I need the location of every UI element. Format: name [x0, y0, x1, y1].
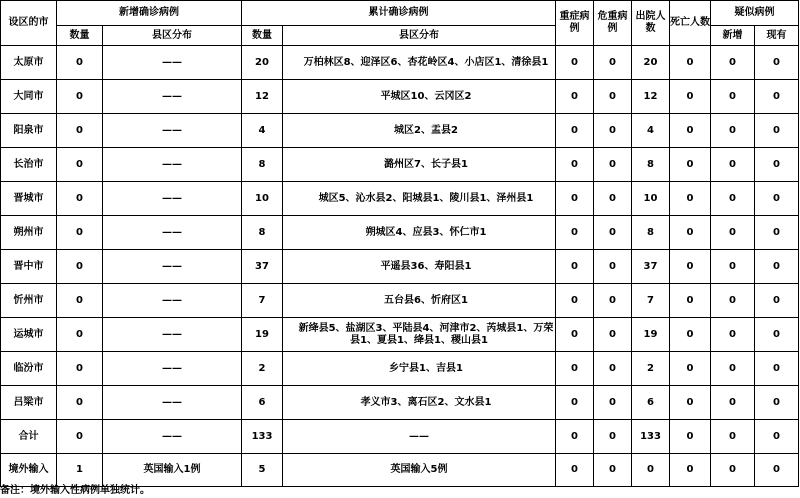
header-cum-count: 数量: [242, 26, 283, 46]
suspected-new-cell: 0: [711, 454, 755, 487]
critical-cell: 0: [594, 352, 632, 386]
deaths-cell: 0: [670, 420, 711, 454]
table-row: [1, 284, 799, 318]
cum-dist-cell: 乡宁县1、吉县1: [283, 352, 556, 386]
critical-cell: 0: [594, 454, 632, 487]
city-cell: 合计: [1, 420, 57, 454]
footnote: 备注：境外输入性病例单独统计。: [0, 485, 150, 496]
suspected-current-cell: 0: [755, 420, 799, 454]
city-cell: 阳泉市: [1, 114, 57, 148]
new-dist-cell: ——: [103, 284, 242, 318]
suspected-current-cell: 0: [755, 216, 799, 250]
new-dist-cell: ——: [103, 182, 242, 216]
severe-cell: 0: [556, 80, 594, 114]
new-dist-cell: ——: [103, 148, 242, 182]
suspected-new-cell: 0: [711, 284, 755, 318]
header-new-confirmed: 新增确诊病例: [57, 1, 242, 26]
cum-dist-cell: 城区5、沁水县2、阳城县1、陵川县1、泽州县1: [283, 182, 556, 216]
new-dist-cell: ——: [103, 46, 242, 80]
suspected-new-cell: 0: [711, 420, 755, 454]
discharged-cell: 6: [632, 386, 670, 420]
new-count-cell: 0: [57, 352, 103, 386]
cum-count-cell: 2: [242, 352, 283, 386]
discharged-cell: 7: [632, 284, 670, 318]
new-count-cell: 0: [57, 420, 103, 454]
deaths-cell: 0: [670, 454, 711, 487]
cum-dist-cell: 新绛县5、盐湖区3、平陆县4、河津市2、芮城县1、万荣县1、夏县1、绛县1、稷山县1: [283, 318, 556, 352]
cum-count-cell: 19: [242, 318, 283, 352]
cum-count-cell: 7: [242, 284, 283, 318]
suspected-new-cell: 0: [711, 250, 755, 284]
suspected-current-cell: 0: [755, 250, 799, 284]
suspected-current-cell: 0: [755, 80, 799, 114]
city-cell: 太原市: [1, 46, 57, 80]
discharged-cell: 2: [632, 352, 670, 386]
header-suspected: 疑似病例: [711, 1, 799, 26]
suspected-new-cell: 0: [711, 318, 755, 352]
header-critical: 危重病例: [594, 1, 632, 46]
header-row-top: [1, 1, 799, 26]
discharged-cell: 4: [632, 114, 670, 148]
suspected-new-cell: 0: [711, 46, 755, 80]
cum-count-cell: 10: [242, 182, 283, 216]
suspected-new-cell: 0: [711, 80, 755, 114]
severe-cell: 0: [556, 352, 594, 386]
deaths-cell: 0: [670, 352, 711, 386]
new-dist-cell: ——: [103, 114, 242, 148]
city-cell: 晋城市: [1, 182, 57, 216]
severe-cell: 0: [556, 148, 594, 182]
new-count-cell: 0: [57, 216, 103, 250]
table-row: [1, 80, 799, 114]
severe-cell: 0: [556, 420, 594, 454]
deaths-cell: 0: [670, 80, 711, 114]
suspected-new-cell: 0: [711, 114, 755, 148]
new-dist-cell: ——: [103, 80, 242, 114]
cum-dist-cell: 五台县6、忻府区1: [283, 284, 556, 318]
city-cell: 大同市: [1, 80, 57, 114]
suspected-new-cell: 0: [711, 216, 755, 250]
header-suspected-new: 新增: [711, 26, 755, 46]
cum-count-cell: 6: [242, 386, 283, 420]
new-count-cell: 0: [57, 80, 103, 114]
cum-dist-cell: 朔城区4、应县3、怀仁市1: [283, 216, 556, 250]
new-count-cell: 0: [57, 250, 103, 284]
new-count-cell: 0: [57, 114, 103, 148]
city-cell: 临汾市: [1, 352, 57, 386]
new-count-cell: 0: [57, 284, 103, 318]
severe-cell: 0: [556, 284, 594, 318]
deaths-cell: 0: [670, 216, 711, 250]
suspected-current-cell: 0: [755, 148, 799, 182]
critical-cell: 0: [594, 80, 632, 114]
header-suspected-current: 现有: [755, 26, 799, 46]
new-count-cell: 0: [57, 318, 103, 352]
city-cell: 境外输入: [1, 454, 57, 487]
new-count-cell: 1: [57, 454, 103, 487]
header-new-dist: 县区分布: [103, 26, 242, 46]
cum-count-cell: 5: [242, 454, 283, 487]
critical-cell: 0: [594, 114, 632, 148]
cum-dist-cell: 城区2、盂县2: [283, 114, 556, 148]
total-row: [1, 420, 799, 454]
severe-cell: 0: [556, 216, 594, 250]
cum-count-cell: 20: [242, 46, 283, 80]
city-cell: 朔州市: [1, 216, 57, 250]
new-dist-cell: ——: [103, 318, 242, 352]
deaths-cell: 0: [670, 114, 711, 148]
new-dist-cell: ——: [103, 352, 242, 386]
header-cum-dist: 县区分布: [283, 26, 556, 46]
deaths-cell: 0: [670, 148, 711, 182]
header-discharged: 出院人数: [632, 1, 670, 46]
discharged-cell: 37: [632, 250, 670, 284]
cum-dist-cell: ——: [283, 420, 556, 454]
cum-count-cell: 37: [242, 250, 283, 284]
critical-cell: 0: [594, 386, 632, 420]
cum-count-cell: 133: [242, 420, 283, 454]
table-row: [1, 114, 799, 148]
suspected-new-cell: 0: [711, 148, 755, 182]
discharged-cell: 19: [632, 318, 670, 352]
header-severe: 重症病例: [556, 1, 594, 46]
city-cell: 晋中市: [1, 250, 57, 284]
table-row: [1, 250, 799, 284]
deaths-cell: 0: [670, 250, 711, 284]
table-row: [1, 318, 799, 352]
discharged-cell: 12: [632, 80, 670, 114]
discharged-cell: 133: [632, 420, 670, 454]
severe-cell: 0: [556, 318, 594, 352]
severe-cell: 0: [556, 250, 594, 284]
suspected-current-cell: 0: [755, 284, 799, 318]
suspected-current-cell: 0: [755, 454, 799, 487]
new-dist-cell: ——: [103, 386, 242, 420]
cum-dist-cell: 平遥县36、寿阳县1: [283, 250, 556, 284]
severe-cell: 0: [556, 182, 594, 216]
suspected-current-cell: 0: [755, 114, 799, 148]
deaths-cell: 0: [670, 284, 711, 318]
suspected-current-cell: 0: [755, 352, 799, 386]
table-row: [1, 46, 799, 80]
new-count-cell: 0: [57, 386, 103, 420]
header-new-count: 数量: [57, 26, 103, 46]
severe-cell: 0: [556, 454, 594, 487]
suspected-current-cell: 0: [755, 182, 799, 216]
cum-count-cell: 8: [242, 148, 283, 182]
cum-dist-cell: 潞州区7、长子县1: [283, 148, 556, 182]
deaths-cell: 0: [670, 46, 711, 80]
suspected-current-cell: 0: [755, 318, 799, 352]
new-count-cell: 0: [57, 46, 103, 80]
header-deaths: 死亡人数: [670, 1, 711, 46]
cum-dist-cell: 孝义市3、离石区2、文水县1: [283, 386, 556, 420]
critical-cell: 0: [594, 318, 632, 352]
table-row: [1, 216, 799, 250]
discharged-cell: 10: [632, 182, 670, 216]
city-cell: 运城市: [1, 318, 57, 352]
suspected-new-cell: 0: [711, 182, 755, 216]
cum-dist-cell: 英国输入5例: [283, 454, 556, 487]
new-count-cell: 0: [57, 148, 103, 182]
critical-cell: 0: [594, 420, 632, 454]
new-dist-cell: ——: [103, 216, 242, 250]
header-cumulative-confirmed: 累计确诊病例: [242, 1, 556, 26]
cum-count-cell: 8: [242, 216, 283, 250]
city-cell: 忻州市: [1, 284, 57, 318]
critical-cell: 0: [594, 250, 632, 284]
cum-dist-cell: 万柏林区8、迎泽区6、杏花岭区4、小店区1、清徐县1: [283, 46, 556, 80]
city-cell: 长治市: [1, 148, 57, 182]
critical-cell: 0: [594, 182, 632, 216]
discharged-cell: 20: [632, 46, 670, 80]
imported-row: [1, 454, 799, 487]
critical-cell: 0: [594, 216, 632, 250]
suspected-current-cell: 0: [755, 46, 799, 80]
cum-count-cell: 12: [242, 80, 283, 114]
table-row: [1, 148, 799, 182]
table-row: [1, 386, 799, 420]
deaths-cell: 0: [670, 318, 711, 352]
header-city: 设区的市: [1, 1, 57, 46]
new-dist-cell: ——: [103, 250, 242, 284]
table-row: [1, 182, 799, 216]
severe-cell: 0: [556, 46, 594, 80]
discharged-cell: 0: [632, 454, 670, 487]
suspected-new-cell: 0: [711, 352, 755, 386]
new-dist-cell: 英国输入1例: [103, 454, 242, 487]
severe-cell: 0: [556, 386, 594, 420]
new-dist-cell: ——: [103, 420, 242, 454]
critical-cell: 0: [594, 284, 632, 318]
deaths-cell: 0: [670, 182, 711, 216]
critical-cell: 0: [594, 46, 632, 80]
critical-cell: 0: [594, 148, 632, 182]
deaths-cell: 0: [670, 386, 711, 420]
discharged-cell: 8: [632, 216, 670, 250]
severe-cell: 0: [556, 114, 594, 148]
city-cell: 吕梁市: [1, 386, 57, 420]
cum-count-cell: 4: [242, 114, 283, 148]
suspected-new-cell: 0: [711, 386, 755, 420]
new-count-cell: 0: [57, 182, 103, 216]
cum-dist-cell: 平城区10、云冈区2: [283, 80, 556, 114]
discharged-cell: 8: [632, 148, 670, 182]
table-row: [1, 352, 799, 386]
suspected-current-cell: 0: [755, 386, 799, 420]
